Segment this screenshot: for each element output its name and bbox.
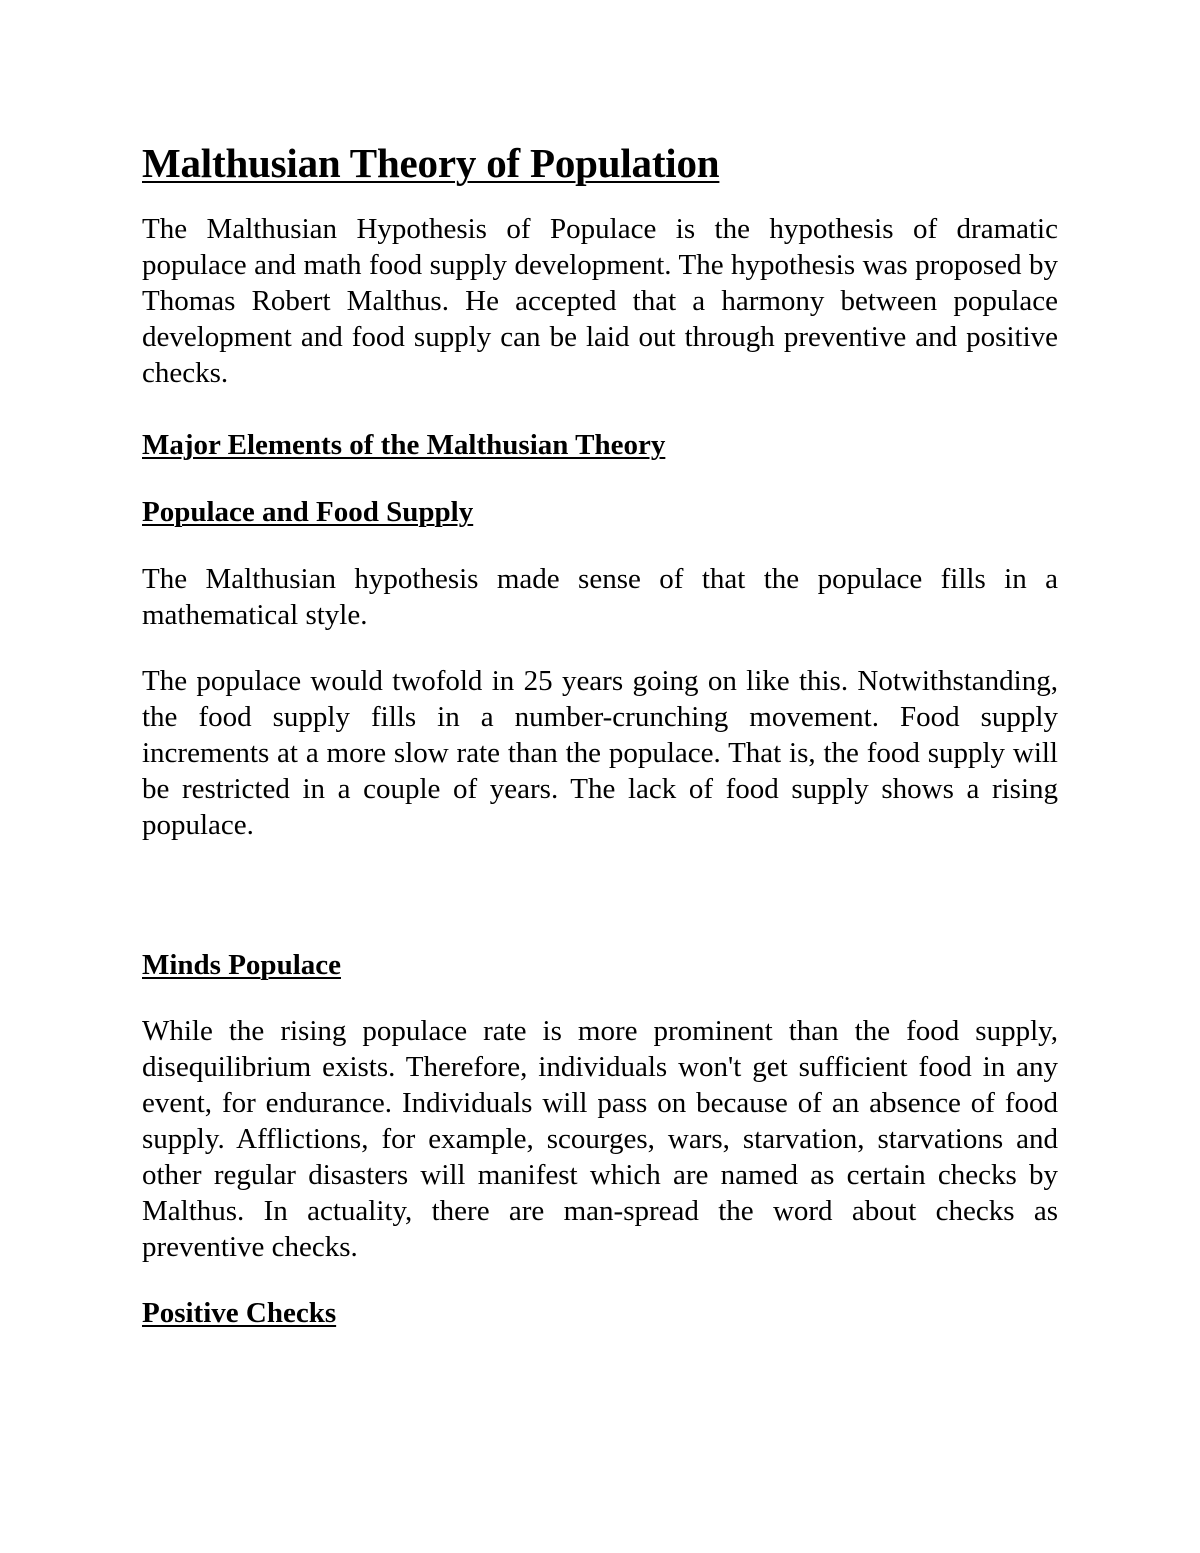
document-title: Malthusian Theory of Population	[142, 140, 720, 186]
minds-populace-paragraph: While the rising populace rate is more prominent than the food supply, disequilibrium exists. Therefore, individuals won't get sufficient food in any event, for endurance. Individuals will pass on because of an absence of food supply. Afflictions, for example, scourges, wars, starvation, starvations and other regular disasters will manifest which are named as certain checks by Malthus. In actuality, there are man-spread the word about checks as preventive checks.	[142, 1015, 1058, 1264]
food-supply-paragraph-2: The populace would twofold in 25 years going on like this. Notwithstanding, the food supply fills in a number-crunching movement. Food supply increments at a more slow rate than the populace. That is, the food supply will be restricted in a couple of years. The lack of food supply shows a rising populace.	[142, 665, 1058, 842]
section-heading-positive-checks: Positive Checks	[142, 1297, 337, 1330]
section-heading-major-elements: Major Elements of the Malthusian Theory	[142, 429, 666, 462]
section-heading-food-supply: Populace and Food Supply	[142, 496, 474, 529]
document-page	[142, 140, 1058, 1331]
section-heading-minds-populace: Minds Populace	[142, 949, 341, 982]
intro-paragraph: The Malthusian Hypothesis of Populace is the hypothesis of dramatic populace and math food supply development. The hypothesis was proposed by Thomas Robert Malthus. He accepted that a harmony between populace development and food supply can be laid out through preventive and positive checks.	[142, 213, 1058, 390]
food-supply-paragraph-1: The Malthusian hypothesis made sense of that the populace fills in a mathematical style.	[142, 563, 1058, 632]
